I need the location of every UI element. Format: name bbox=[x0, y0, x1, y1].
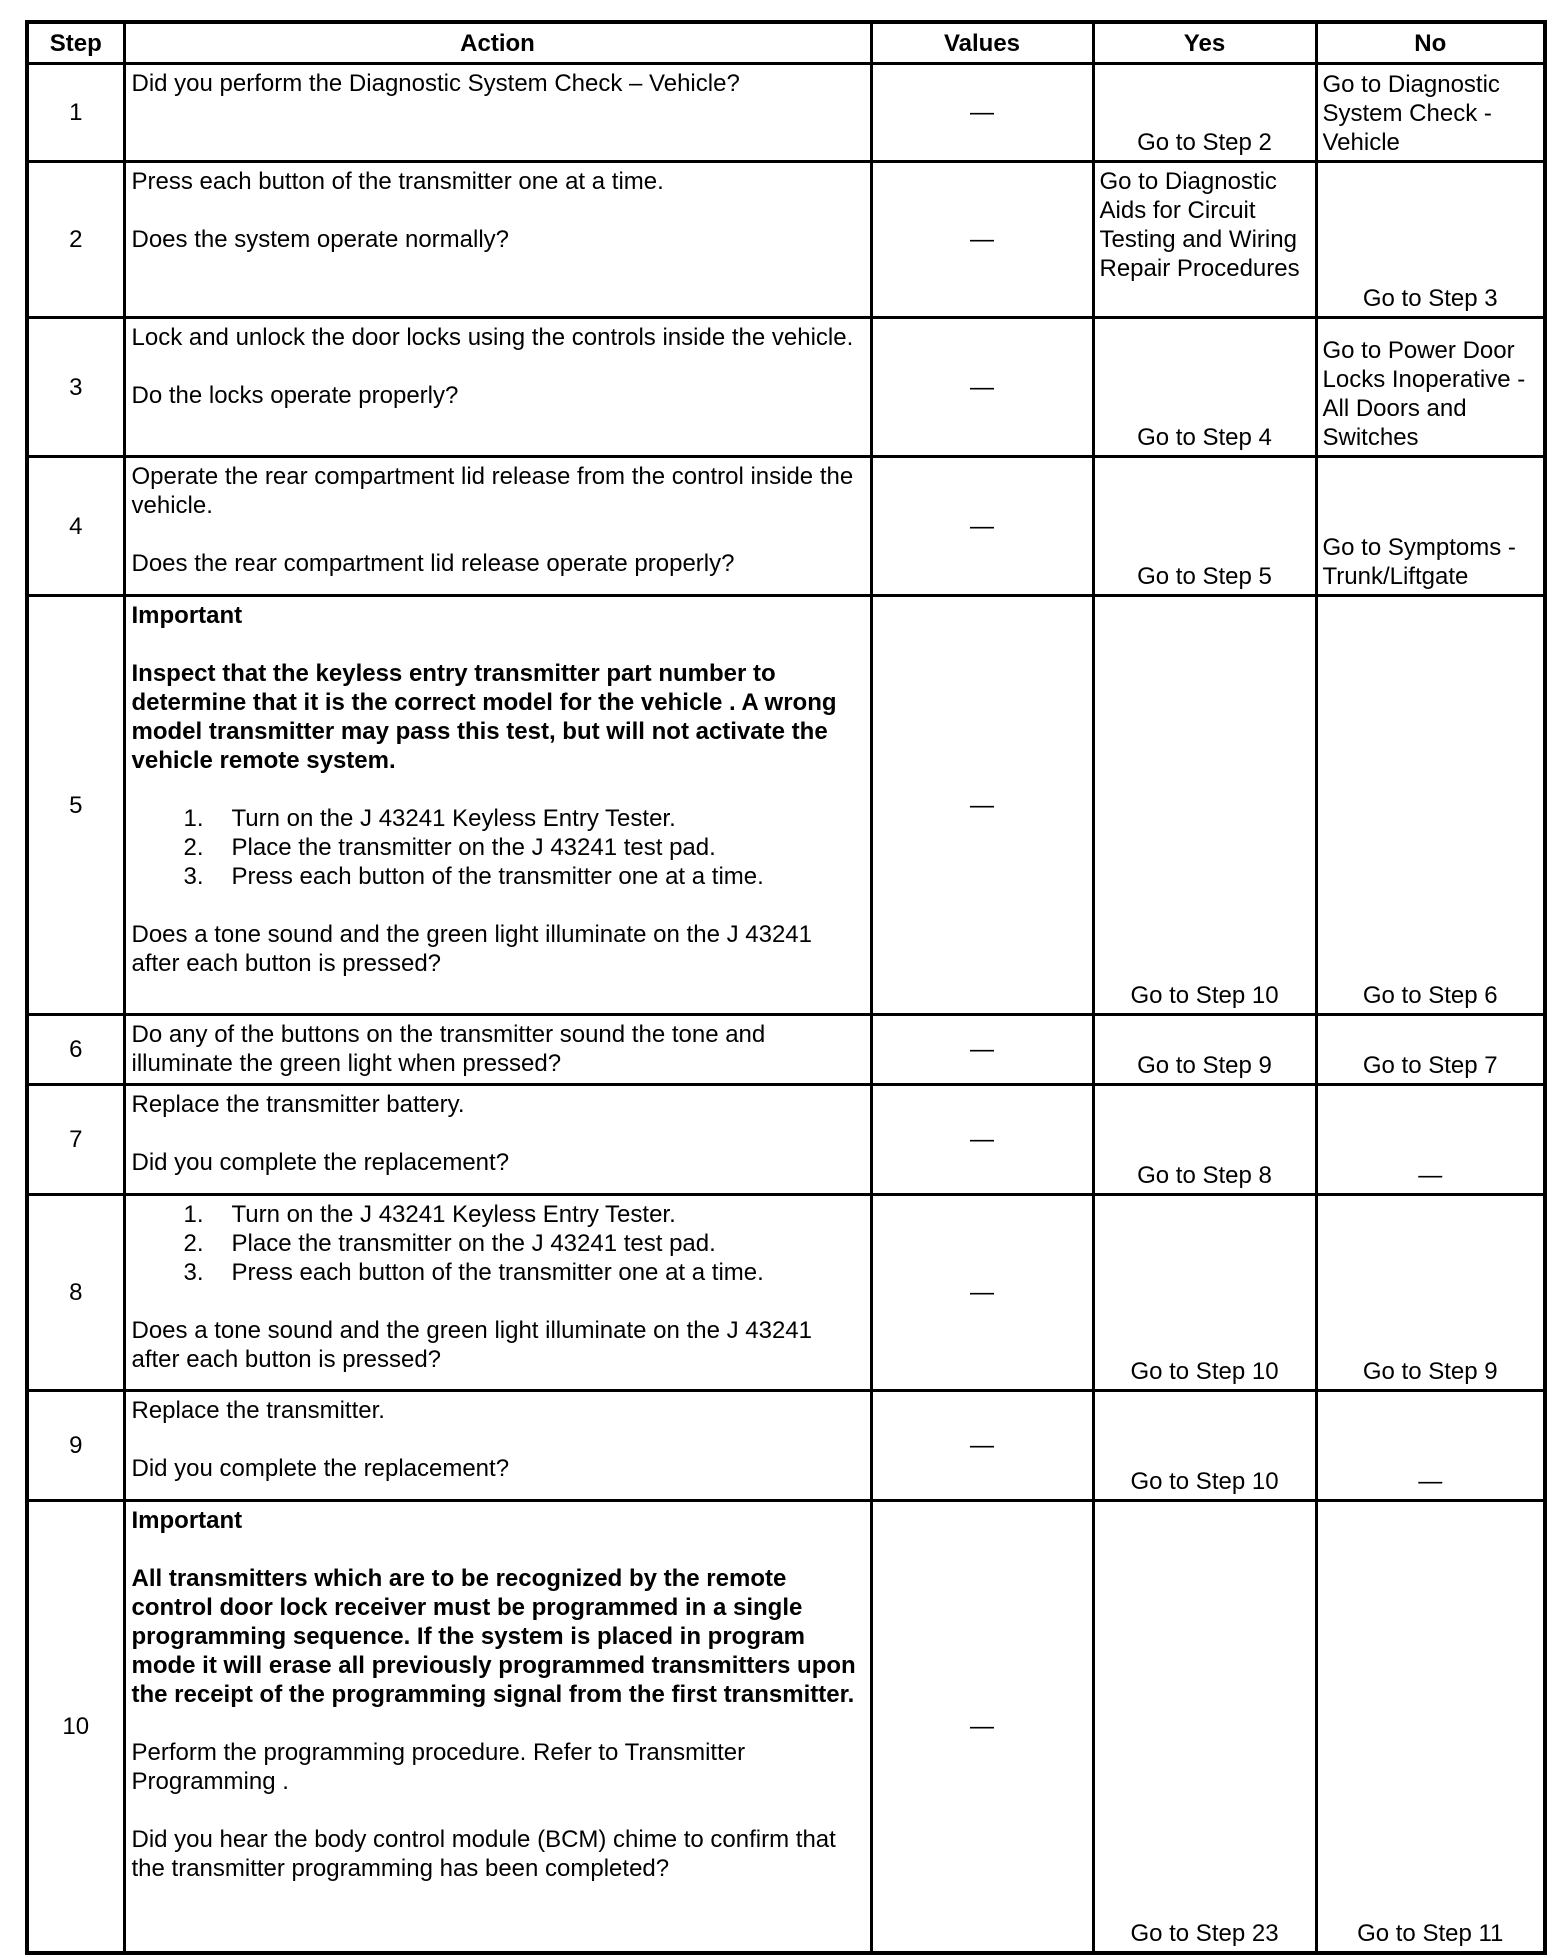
action-question: Did you complete the replacement? bbox=[131, 1455, 510, 1482]
list-item bbox=[132, 1200, 864, 1229]
yes-cell: Go to Step 10 bbox=[1093, 596, 1316, 1015]
action-question: Do the locks operate properly? bbox=[131, 382, 459, 409]
action-cell bbox=[124, 1015, 871, 1085]
yes-cell: Go to Step 8 bbox=[1093, 1085, 1316, 1195]
list-item-text: Press each button of the transmitter one at a time. bbox=[231, 1259, 764, 1286]
no-cell: — bbox=[1316, 1391, 1545, 1501]
diagnostic-table bbox=[25, 20, 1547, 1955]
step-number: 8 bbox=[27, 1195, 124, 1391]
step-number: 10 bbox=[27, 1501, 124, 1953]
table-row bbox=[27, 1501, 1545, 1953]
list-item-number: 3. bbox=[183, 863, 204, 890]
no-cell: — bbox=[1316, 1085, 1545, 1195]
important-label: Important bbox=[131, 1507, 243, 1534]
table-row bbox=[27, 162, 1545, 318]
action-cell bbox=[124, 1501, 871, 1953]
step-number: 2 bbox=[27, 162, 124, 318]
action-question: Did you complete the replacement? bbox=[131, 1149, 510, 1176]
list-item-text: Turn on the J 43241 Keyless Entry Tester. bbox=[231, 805, 676, 832]
table-row bbox=[27, 457, 1545, 596]
step-number: 3 bbox=[27, 318, 124, 457]
important-label: Important bbox=[131, 602, 243, 629]
values-cell: — bbox=[871, 596, 1093, 1015]
header-yes: Yes bbox=[1093, 22, 1316, 64]
list-item bbox=[132, 1258, 864, 1287]
action-question: Does the rear compartment lid release operate properly? bbox=[131, 550, 735, 577]
values-cell: — bbox=[871, 162, 1093, 318]
list-item-text: Place the transmitter on the J 43241 test pad. bbox=[231, 1230, 716, 1257]
no-cell: Go to Step 11 bbox=[1316, 1501, 1545, 1953]
procedure-list bbox=[132, 804, 864, 891]
no-cell: Go to Step 6 bbox=[1316, 596, 1545, 1015]
values-cell: — bbox=[871, 1015, 1093, 1085]
table-row bbox=[27, 596, 1545, 1015]
step-number: 1 bbox=[27, 64, 124, 162]
action-cell bbox=[124, 64, 871, 162]
important-text: All transmitters which are to be recognized by the remote control door lock receiver must be programmed in a single programming sequence. If the system is placed in program mode it will erase all previously programmed transmitters upon the receipt of the programming signal from the first transmitter. bbox=[131, 1565, 856, 1708]
action-cell bbox=[124, 162, 871, 318]
values-cell: — bbox=[871, 318, 1093, 457]
yes-cell: Go to Step 23 bbox=[1093, 1501, 1316, 1953]
table-row bbox=[27, 318, 1545, 457]
list-item-text: Turn on the J 43241 Keyless Entry Tester. bbox=[231, 1201, 676, 1228]
action-question: Does the system operate normally? bbox=[131, 226, 510, 253]
list-item-number: 1. bbox=[183, 1201, 204, 1228]
procedure-text: Perform the programming procedure. Refer to Transmitter Programming . bbox=[131, 1739, 746, 1795]
list-item-text: Place the transmitter on the J 43241 test pad. bbox=[231, 834, 716, 861]
action-text: Did you perform the Diagnostic System Check – Vehicle? bbox=[131, 70, 740, 97]
action-question: Did you hear the body control module (BCM) chime to confirm that the transmitter programming has been completed? bbox=[131, 1826, 836, 1882]
step-number: 7 bbox=[27, 1085, 124, 1195]
action-question: Does a tone sound and the green light illuminate on the J 43241 after each button is pressed? bbox=[131, 921, 812, 977]
list-item bbox=[132, 1229, 864, 1258]
header-no: No bbox=[1316, 22, 1545, 64]
list-item-number: 2. bbox=[183, 1230, 204, 1257]
step-number: 6 bbox=[27, 1015, 124, 1085]
action-cell bbox=[124, 1085, 871, 1195]
step-number: 9 bbox=[27, 1391, 124, 1501]
no-cell: Go to Diagnostic System Check - Vehicle bbox=[1316, 64, 1545, 162]
values-cell: — bbox=[871, 457, 1093, 596]
no-cell: Go to Power Door Locks Inoperative - All Doors and Switches bbox=[1316, 318, 1545, 457]
yes-cell: Go to Step 9 bbox=[1093, 1015, 1316, 1085]
list-item-number: 1. bbox=[183, 805, 204, 832]
values-cell: — bbox=[871, 1085, 1093, 1195]
header-row bbox=[27, 22, 1545, 64]
list-item bbox=[132, 804, 864, 833]
action-text: Replace the transmitter battery. bbox=[131, 1091, 465, 1118]
no-cell: Go to Symptoms - Trunk/Liftgate bbox=[1316, 457, 1545, 596]
yes-cell: Go to Diagnostic Aids for Circuit Testing and Wiring Repair Procedures bbox=[1093, 162, 1316, 318]
table-row bbox=[27, 1015, 1545, 1085]
action-question: Does a tone sound and the green light illuminate on the J 43241 after each button is pressed? bbox=[131, 1317, 812, 1373]
no-cell: Go to Step 9 bbox=[1316, 1195, 1545, 1391]
action-text: Do any of the buttons on the transmitter sound the tone and illuminate the green light when pressed? bbox=[131, 1021, 766, 1077]
no-cell: Go to Step 3 bbox=[1316, 162, 1545, 318]
list-item bbox=[132, 862, 864, 891]
yes-cell: Go to Step 10 bbox=[1093, 1195, 1316, 1391]
table-row bbox=[27, 1391, 1545, 1501]
header-step: Step bbox=[27, 22, 124, 64]
list-item bbox=[132, 833, 864, 862]
values-cell: — bbox=[871, 1501, 1093, 1953]
action-text: Replace the transmitter. bbox=[131, 1397, 385, 1424]
header-values: Values bbox=[871, 22, 1093, 64]
step-number: 5 bbox=[27, 596, 124, 1015]
list-item-number: 3. bbox=[183, 1259, 204, 1286]
action-cell bbox=[124, 596, 871, 1015]
no-cell: Go to Step 7 bbox=[1316, 1015, 1545, 1085]
yes-cell: Go to Step 2 bbox=[1093, 64, 1316, 162]
action-cell bbox=[124, 1195, 871, 1391]
yes-cell: Go to Step 5 bbox=[1093, 457, 1316, 596]
action-text: Press each button of the transmitter one at a time. bbox=[131, 168, 664, 195]
step-number: 4 bbox=[27, 457, 124, 596]
values-cell: — bbox=[871, 1195, 1093, 1391]
values-cell: — bbox=[871, 1391, 1093, 1501]
action-text: Operate the rear compartment lid release from the control inside the vehicle. bbox=[131, 463, 854, 519]
yes-cell: Go to Step 10 bbox=[1093, 1391, 1316, 1501]
table-row bbox=[27, 1085, 1545, 1195]
values-cell: — bbox=[871, 64, 1093, 162]
important-text: Inspect that the keyless entry transmitter part number to determine that it is the correct model for the vehicle . A wrong model transmitter may pass this test, but will not activate the vehicle remote system. bbox=[131, 660, 837, 774]
action-cell bbox=[124, 318, 871, 457]
header-action: Action bbox=[124, 22, 871, 64]
list-item-number: 2. bbox=[183, 834, 204, 861]
yes-cell: Go to Step 4 bbox=[1093, 318, 1316, 457]
action-cell bbox=[124, 457, 871, 596]
list-item-text: Press each button of the transmitter one at a time. bbox=[231, 863, 764, 890]
action-cell bbox=[124, 1391, 871, 1501]
procedure-list bbox=[132, 1200, 864, 1287]
table-row bbox=[27, 1195, 1545, 1391]
action-text: Lock and unlock the door locks using the controls inside the vehicle. bbox=[131, 324, 854, 351]
table-row bbox=[27, 64, 1545, 162]
